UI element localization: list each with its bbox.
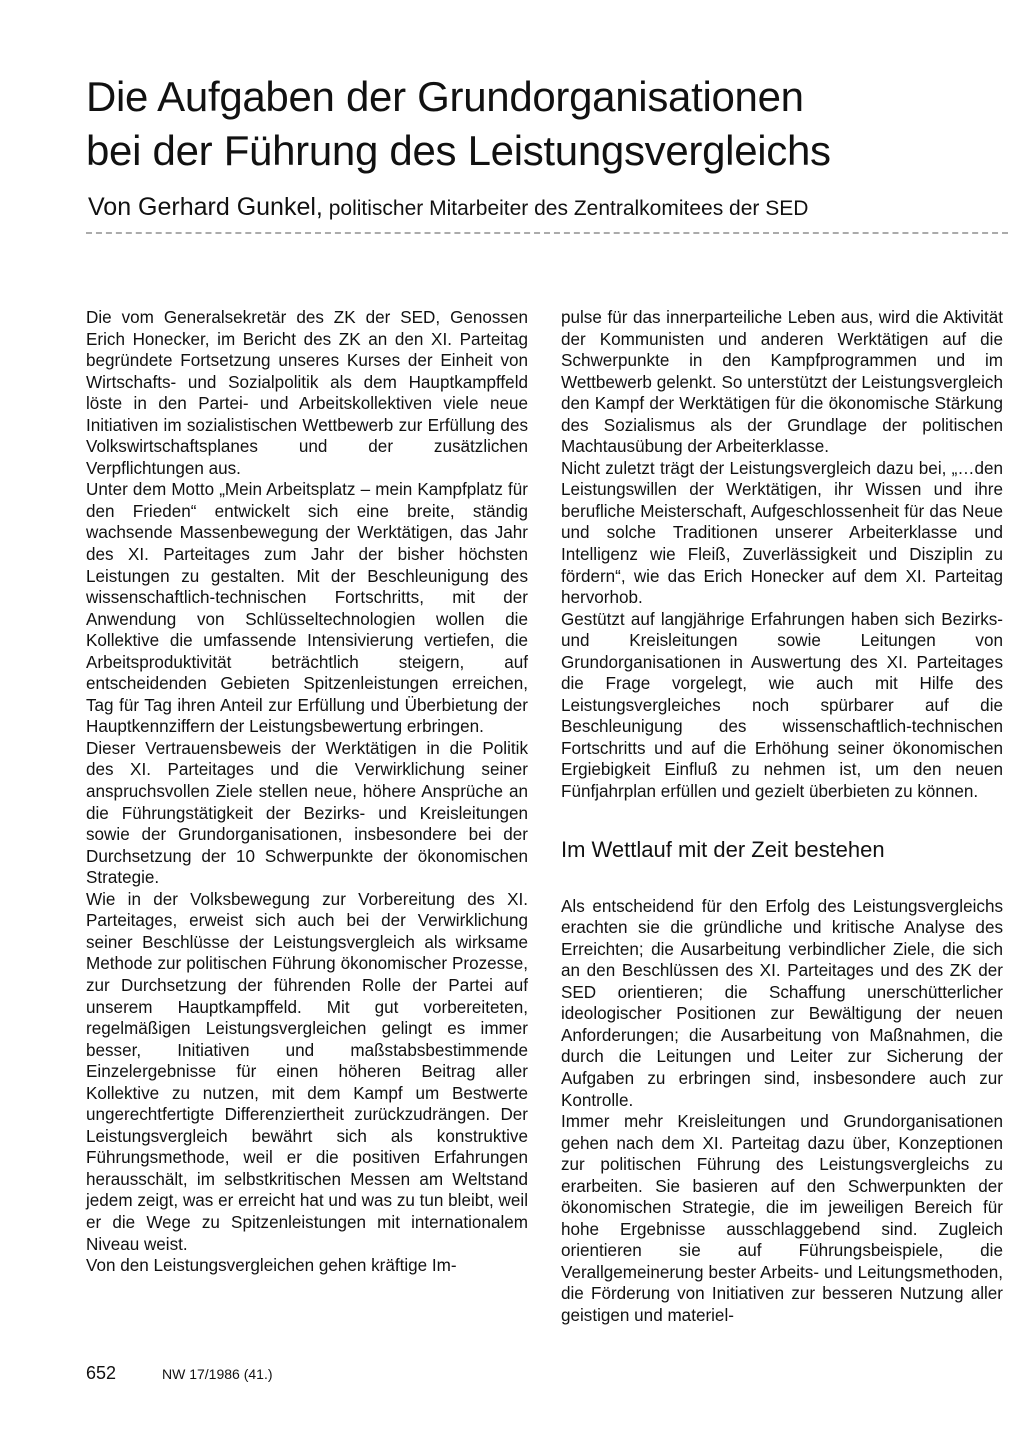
source-reference: NW 17/1986 (41.) xyxy=(162,1366,273,1382)
paragraph: Als entscheidend für den Erfolg des Leistungsvergleichs erachten sie die gründliche und kritische Analyse des Erreichten; die Ausarbeitung verbindlicher Ziele, die sich an den Beschlüssen des XI. Parteitages und des ZK der SED orientieren; die Schaffung unerschütterlicher ideologischer Positionen zur Bewältigung der neuen Anforderungen; die Ausarbeitung von Maßnahmen, die durch die Leitungen und Leiter zur Sicherung der Aufgaben zu erbringen sind, insbesondere auch zur Kontrolle. xyxy=(561,896,1003,1110)
paragraph: Nicht zuletzt trägt der Leistungsvergleich dazu bei, „…den Leistungswillen der Werktätigen, ihr Wissen und ihre berufliche Meisterschaft, Aufgeschlossenheit für das Neue und solche Traditionen unserer Arbeiterklasse und Intelligenz wie Fleiß, Zuverlässigkeit und Disziplin zu fördern“, wie das Erich Honecker auf dem XI. Parteitag hervorhob. xyxy=(561,458,1003,608)
title-line-2: bei der Führung des Leistungsvergleichs xyxy=(86,127,831,174)
title-line-1: Die Aufgaben der Grundorganisationen xyxy=(86,73,804,120)
byline-role: politischer Mitarbeiter des Zentralkomitees der SED xyxy=(328,197,809,220)
paragraph: Von den Leistungsvergleichen gehen kräftige Im- xyxy=(86,1256,457,1276)
paragraph: Immer mehr Kreisleitungen und Grundorganisationen gehen nach dem XI. Parteitag dazu über, Konzeptionen zur politischen Führung des Leistungsvergleichs zu erarbeiten. Sie basieren auf den Schwerpunkten der ökonomischen Strategie, die im jeweiligen Bereich für hohe Ergebnisse ausschlaggebend sind. Zugleich orientieren sie auf Führungsbeispiele, die Verallgemeinerung bester Arbeits- und Leitungsmethoden, die Förderung von Initiativen zur besseren Nutzung aller geistigen und materiel- xyxy=(561,1112,1003,1325)
left-column xyxy=(86,307,528,1277)
byline-author: Von Gerhard Gunkel, xyxy=(88,193,323,221)
title-divider xyxy=(86,232,1008,237)
section-heading: Im Wettlauf mit der Zeit bestehen xyxy=(561,836,885,862)
paragraph: Wie in der Volksbewegung zur Vorbereitung des XI. Parteitages, erweist sich auch bei der Verwirklichung seiner Beschlüsse der Leistungsvergleich als wirksame Methode zur politischen Führung ökonomischer Prozesse, zur Durchsetzung der führenden Rolle der Partei auf unserem Hauptkampffeld. Mit gut vorbereiteten, regelmäßigen Leistungsvergleichen gelingt es immer besser, Initiativen und maßstabsbestimmende Einzelergebnisse für einen höheren Beitrag aller Kollektive zu nutzen, mit dem Kampf um Bestwerte ungerechtfertigte Differenziertheit zurückzudrängen. Der Leistungsvergleich bewährt sich als konstruktive Führungsmethode, weil er die positiven Erfahrungen herausschält, im selbstkritischen Messen am Weltstand jedem zeigt, was er erreicht hat und was zu tun bleibt, weil er die Wege zu Spitzenleistungen mit internationalem Niveau weist. xyxy=(86,889,528,1254)
paragraph: Gestützt auf langjährige Erfahrungen haben sich Bezirks- und Kreisleitungen sowie Leitungen von Grundorganisationen in Auswertung des XI. Parteitages die Frage vorgelegt, wie auch mit Hilfe des Leistungsvergleiches noch spürbarer auf die Beschleunigung des wissenschaftlich-technischen Fortschritts und auf die Erhöhung seiner ökonomischen Ergiebigkeit Einfluß zu nehmen ist, um den neuen Fünfjahrplan erfüllen und gezielt überbieten zu können. xyxy=(561,609,1003,802)
right-column xyxy=(561,307,1003,1327)
paragraph: Dieser Vertrauensbeweis der Werktätigen in die Politik des XI. Parteitages und die Verwirklichung seiner anspruchsvollen Ziele stellen neue, höhere Ansprüche an die Führungstätigkeit der Bezirks- und Kreisleitungen sowie der Grundorganisationen, insbesondere bei der Durchsetzung der 10 Schwerpunkte der ökonomischen Strategie. xyxy=(86,738,528,888)
paragraph: Unter dem Motto „Mein Arbeitsplatz – mein Kampfplatz für den Frieden“ entwickelt sich eine breite, ständig wachsende Massenbewegung der Werktätigen, das Jahr des XI. Parteitages zum Jahr der bisher höchsten Leistungen zu gestalten. Mit der Beschleunigung des wissenschaftlich-technischen Fortschritts, mit der Anwendung von Schlüsseltechnologien wollen die Kollektive die umfassende Intensivierung vertiefen, die Arbeitsproduktivität beträchtlich steigern, auf entscheidenden Gebieten Spitzenleistungen erreichen, Tag für Tag ihren Anteil zur Erfüllung und Überbietung der Hauptkennziffern der Leistungsbewertung erbringen. xyxy=(86,480,528,737)
page-number: 652 xyxy=(86,1363,117,1383)
paragraph: Die vom Generalsekretär des ZK der SED, Genossen Erich Honecker, im Bericht des ZK an den XI. Parteitag begründete Fortsetzung unseres Kurses der Einheit von Wirtschafts- und Sozialpolitik als dem Hauptkampffeld löste in den Partei- und Arbeitskollektiven viele neue Initiativen im sozialistischen Wettbewerb zur Erfüllung des Volkswirtschaftsplanes und der zusätzlichen Verpflichtungen aus. xyxy=(86,308,528,478)
article-title xyxy=(86,70,986,178)
paragraph: pulse für das innerparteiliche Leben aus, wird die Aktivität der Kommunisten und anderen Werktätigen auf die Schwerpunkte in den Kampfprogrammen und im Wettbewerb gelenkt. So unterstützt der Leistungsvergleich den Kampf der Werktätigen für die ökonomische Stärkung des Sozialismus als der Grundlage der politischen Machtausübung der Arbeiterklasse. xyxy=(561,308,1003,457)
byline xyxy=(88,194,988,222)
